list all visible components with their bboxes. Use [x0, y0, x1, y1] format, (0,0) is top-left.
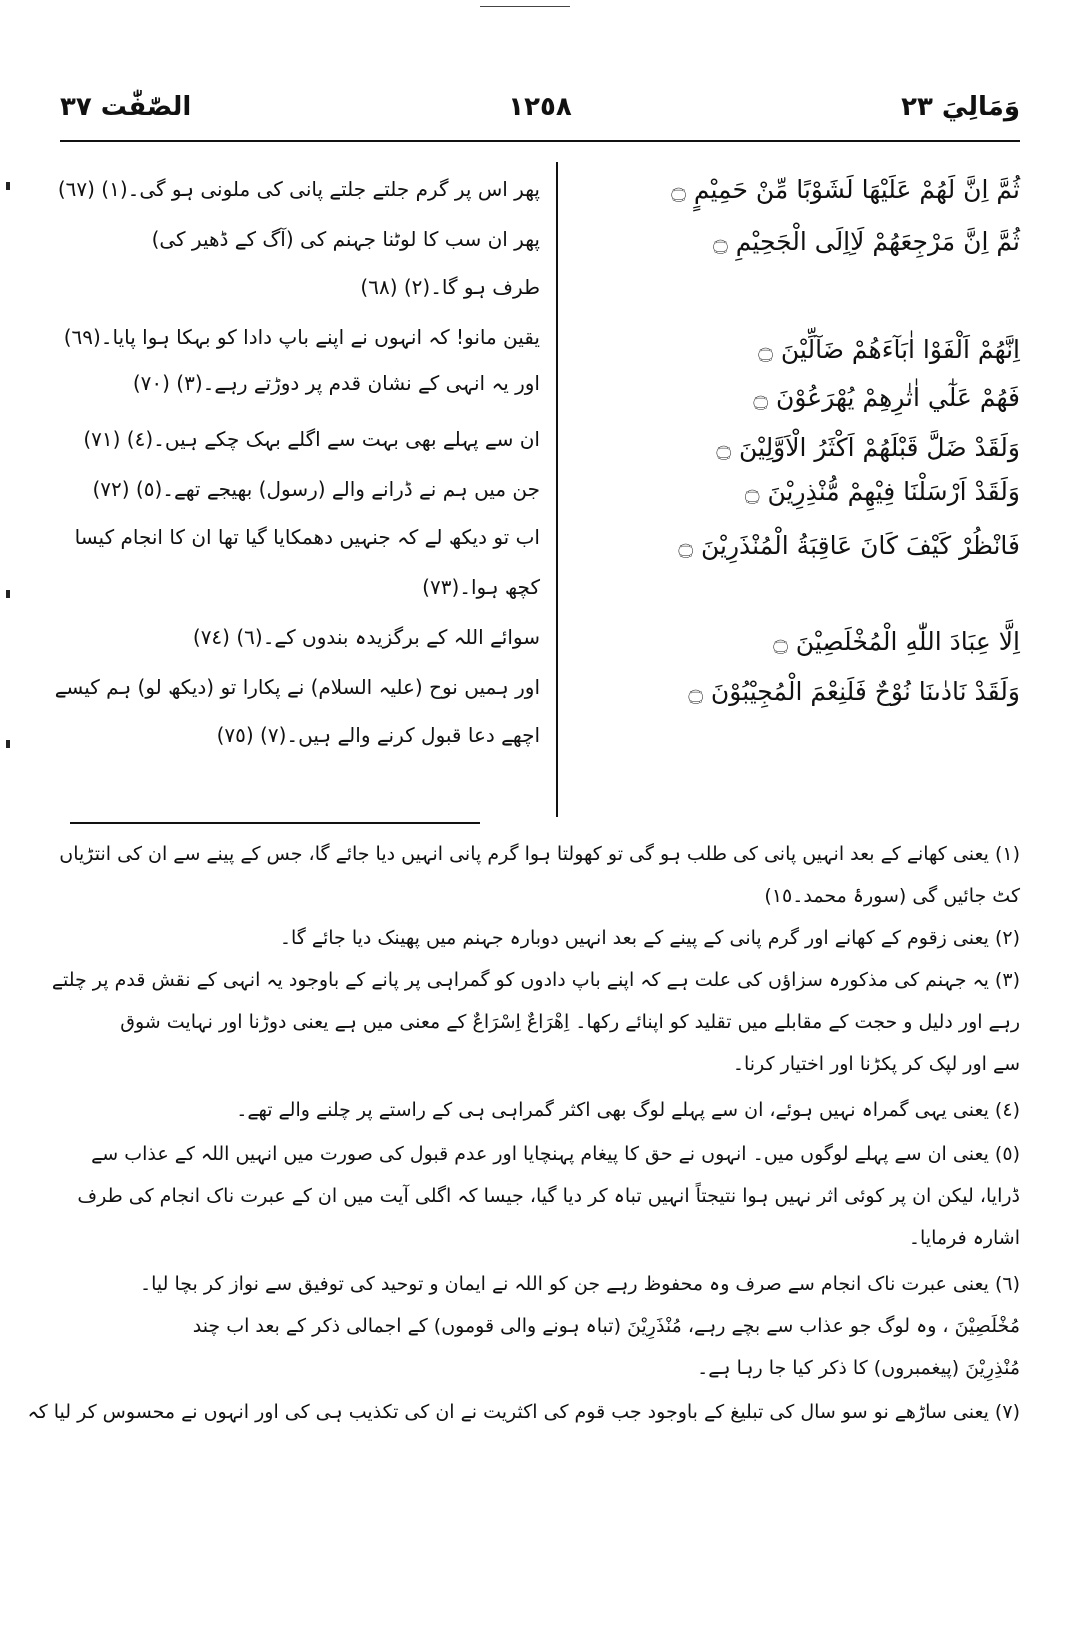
- arabic-verse-69: اِنَّهُمْ اَلْفَوْا اٰبَآءَهُمْ ضَآلِّيْنَ ۝: [758, 335, 1020, 364]
- margin-mark: [6, 182, 10, 190]
- footnote-line: (٤) یعنی یہی گمراہ نہیں ہوئے، ان سے پہلے لوگ بھی اکثر گمراہی ہی کے راستے پر چلنے والے تھے۔: [236, 1099, 1020, 1121]
- margin-mark: [6, 590, 10, 598]
- surah-label: الصّٰفّٰت ٣٧: [60, 92, 192, 122]
- footnote-line: مُخْلَصِيْنَ ، وہ لوگ جو عذاب سے بچے رہے، مُنْذَرِيْنَ (تباہ ہونے والی قوموں) کے اجمالی ذکر کے بعد اب چند: [192, 1315, 1020, 1337]
- urdu-line: اچھے دعا قبول کرنے والے ہیں۔(٧) (٧٥): [216, 723, 540, 747]
- footnote-line: رہے اور دلیل و حجت کے مقابلے میں تقلید کو اپنائے رکھا۔ اِهْرَاعٌ اِسْرَاعٌ کے معنی میں ہے یعنی دوڑنا اور نہایت شوق: [120, 1011, 1020, 1033]
- page-header: [60, 92, 1020, 132]
- page-number: ١٢٥٨: [508, 92, 572, 122]
- urdu-line: اور یہ انہی کے نشان قدم پر دوڑتے رہے۔(٣) (٧٠): [132, 371, 540, 395]
- footnote-line: (٣) یہ جہنم کی مذکورہ سزاؤں کی علت ہے کہ اپنے باپ دادوں کو گمراہی پر پانے کے باوجود یہ انہی کے نقش قدم پر چلتے: [51, 969, 1020, 991]
- top-rule: [480, 6, 570, 7]
- footnote-line: (١) یعنی کھانے کے بعد انہیں پانی کی طلب ہو گی تو کھولتا ہوا گرم پانی انہیں دیا جائے گا، جس کے پینے سے ان کی انتڑیاں: [59, 843, 1020, 865]
- urdu-line: اب تو دیکھ لے کہ جنہیں دھمکایا گیا تھا ان کا انجام کیسا: [74, 525, 540, 549]
- footnote-line: مُنْذِرِيْنَ (پیغمبروں) کا ذکر کیا جا رہا ہے۔: [697, 1357, 1020, 1379]
- footnote-line: سے اور لپک کر پکڑنا اور اختیار کرنا۔: [732, 1053, 1020, 1075]
- urdu-line: یقین مانو! کہ انہوں نے اپنے باپ دادا کو بہکا ہوا پایا۔(٦٩): [63, 325, 540, 349]
- urdu-line: پھر ان سب کا لوٹنا جہنم کی (آگ کے ڈھیر کی): [151, 227, 540, 251]
- urdu-line: جن میں ہم نے ڈرانے والے (رسول) بھیجے تھے۔(٥) (٧٢): [92, 477, 540, 501]
- footnote-line: (٧) یعنی ساڑھے نو سو سال کی تبلیغ کے باوجود جب قوم کی اکثریت نے ان کی تکذیب ہی کی اور انہوں نے محسوس کر لیا کہ: [27, 1401, 1020, 1423]
- footnote-line: ڈرایا، لیکن ان پر کوئی اثر نہیں ہوا نتیجتاً انہیں تباہ کر دیا گیا، جیسا کہ اگلی آیت میں ان کے عبرت ناک انجام کی طرف: [77, 1185, 1020, 1207]
- urdu-line: کچھ ہوا۔(٧٣): [422, 575, 540, 599]
- margin-mark: [6, 740, 10, 748]
- footnote-line: (٥) یعنی ان سے پہلے لوگوں میں۔ انہوں نے حق کا پیغام پہنچایا اور عدم قبول کی صورت میں انہیں اللہ کے عذاب سے: [91, 1143, 1020, 1165]
- urdu-line: اور ہمیں نوح (علیہ السلام) نے پکارا تو (دیکھ لو) ہم کیسے: [54, 675, 540, 699]
- column-divider: [556, 162, 558, 817]
- footnote-line: کٹ جائیں گی (سورۂ محمد۔١٥): [764, 885, 1020, 907]
- footnotes-rule: [70, 822, 480, 824]
- arabic-verse-73: فَانْظُرْ كَيْفَ كَانَ عَاقِبَةُ الْمُنْذَرِيْنَ ۝: [678, 531, 1020, 560]
- arabic-column: [572, 160, 1020, 820]
- arabic-verse-75: وَلَقَدْ نَادٰىنَا نُوْحٌ فَلَنِعْمَ الْمُجِيْبُوْنَ ۝: [688, 677, 1020, 706]
- footnote-line: اشارہ فرمایا۔: [908, 1227, 1020, 1249]
- arabic-verse-68: ثُمَّ اِنَّ مَرْجِعَهُمْ لَاِاِلَى الْجَحِيْمِ ۝: [713, 227, 1020, 256]
- urdu-line: طرف ہو گا۔(٢) (٦٨): [360, 275, 540, 299]
- arabic-verse-70: فَهُمْ عَلٰٓي اٰثٰرِهِمْ يُهْرَعُوْنَ ۝: [753, 383, 1020, 412]
- arabic-verse-67: ثُمَّ اِنَّ لَهُمْ عَلَيْهَا لَشَوْبًا مِّنْ حَمِيْمٍ ۝: [671, 175, 1020, 204]
- footnote-line: (٦) یعنی عبرت ناک انجام سے صرف وہ محفوظ رہے جن کو اللہ نے ایمان و توحید کی توفیق سے نواز کر بچا لیا۔: [139, 1273, 1020, 1295]
- arabic-verse-72: وَلَقَدْ اَرْسَلْنَا فِيْهِمْ مُّنْذِرِيْنَ ۝: [744, 477, 1020, 506]
- urdu-line: سوائے اللہ کے برگزیدہ بندوں کے۔(٦) (٧٤): [192, 625, 540, 649]
- footnote-line: (٢) یعنی زقوم کے کھانے اور گرم پانی کے پینے کے بعد انہیں دوبارہ جہنم میں پھینک دیا جائے گا۔: [279, 927, 1020, 949]
- juz-label: وَمَالِيَ ٢٣: [901, 92, 1020, 122]
- urdu-line: ان سے پہلے بھی بہت سے اگلے بہک چکے ہیں۔(٤) (٧١): [83, 427, 540, 451]
- arabic-verse-74: اِلَّا عِبَادَ اللّٰهِ الْمُخْلَصِيْنَ ۝: [773, 627, 1020, 656]
- urdu-column: [54, 160, 540, 820]
- header-rule: [60, 140, 1020, 142]
- arabic-verse-71: وَلَقَدْ ضَلَّ قَبْلَهُمْ اَكْثَرُ الْاَوَّلِيْنَ ۝: [716, 433, 1020, 462]
- urdu-line: پھر اس پر گرم جلتے جلتے پانی کی ملونی ہو گی۔(١) (٦٧): [57, 177, 540, 201]
